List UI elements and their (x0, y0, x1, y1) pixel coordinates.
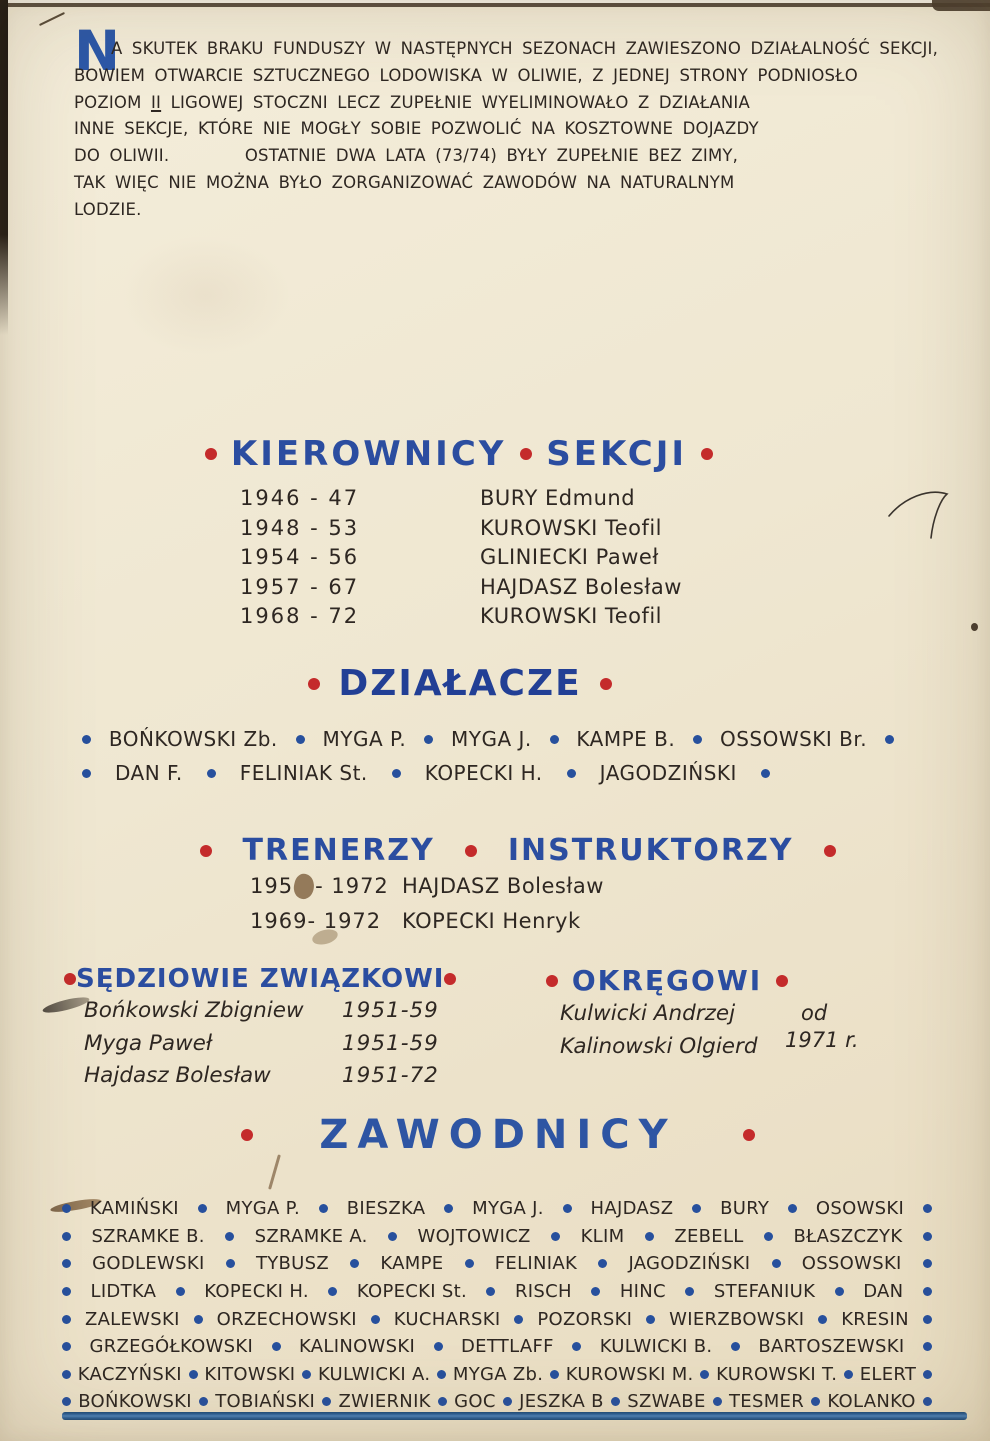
blue-dot-icon (761, 769, 770, 778)
person-name: SZWABE (627, 1391, 706, 1413)
blue-dot-icon (923, 1370, 932, 1379)
person-name: KOPECKI St. (356, 1281, 467, 1303)
intro-text-segment: DO OLIWII. OSTATNIE DWA LATA (73/74) BYŁY ZUPEŁNIE BEZ ZIMY, (74, 146, 739, 166)
section-header-dzialacze (308, 663, 612, 704)
section-header-okregowi (546, 964, 788, 997)
person-name: MYGA J. (472, 1198, 544, 1220)
blue-dot-icon (424, 735, 433, 744)
blue-dot-icon (322, 1397, 331, 1406)
table-row (240, 543, 682, 573)
person-name: DETTLAFF (461, 1336, 554, 1358)
okregowi-since-year: 1971 r. (785, 1028, 859, 1052)
okregowi-since-word: od (801, 1001, 828, 1025)
years-cell: 1951-72 (342, 1063, 439, 1088)
blue-dot-icon (923, 1315, 932, 1324)
blue-dot-icon (350, 1259, 359, 1268)
blue-dot-icon (713, 1397, 722, 1406)
intro-line (74, 170, 959, 197)
person-name: BIESZKA (346, 1198, 426, 1220)
person-name: FELINIAK St. (239, 761, 368, 785)
blue-dot-icon (371, 1315, 380, 1324)
years-cell (250, 904, 402, 939)
red-dot-icon (546, 975, 558, 987)
red-dot-icon (241, 1129, 253, 1141)
blue-dot-icon (194, 1315, 203, 1324)
person-name: OSSOWSKI (801, 1253, 902, 1275)
person-name: DAN F. (115, 761, 183, 785)
blue-dot-icon (693, 735, 702, 744)
blue-dot-icon (465, 1259, 474, 1268)
table-row (250, 869, 604, 904)
intro-text-segment: LIGOWEJ STOCZNI LECZ ZUPEŁNIE WYELIMINOWAŁO Z DZIAŁANIA (161, 92, 750, 112)
blue-dot-icon (189, 1370, 198, 1379)
blue-dot-icon (503, 1397, 512, 1406)
person-name: JAGODZIŃSKI (628, 1253, 751, 1275)
person-name: KUCHARSKI (393, 1308, 501, 1330)
table-row (250, 904, 604, 939)
ink-showthrough-ghost (120, 235, 290, 355)
person-name: BOŃKOWSKI (78, 1391, 192, 1413)
person-name: KUROWSKI T. (716, 1363, 838, 1385)
red-dot-icon (776, 975, 788, 987)
blue-dot-icon (788, 1204, 797, 1213)
red-dot-icon (743, 1129, 755, 1141)
blue-dot-icon (572, 1342, 581, 1351)
blue-dot-icon (444, 1204, 453, 1213)
blue-dot-icon (685, 1287, 694, 1296)
zawodnicy-line (62, 1361, 932, 1389)
person-name: BŁASZCZYK (793, 1225, 903, 1247)
okregowi-name-list (560, 997, 758, 1063)
blue-dot-icon (923, 1287, 932, 1296)
zawodnicy-line (62, 1333, 932, 1361)
blue-dot-icon (225, 1232, 234, 1241)
table-row (240, 602, 682, 632)
blue-dot-icon (62, 1259, 71, 1268)
name-cell: HAJDASZ Bolesław (402, 874, 604, 898)
intro-text-segment: LODZIE. (74, 199, 142, 219)
person-name: POZORSKI (537, 1308, 633, 1330)
person-name: KALINOWSKI (298, 1336, 416, 1358)
years-start: 195 (250, 874, 294, 898)
zawodnicy-line (62, 1250, 932, 1278)
blue-dot-icon (885, 735, 894, 744)
intro-line (74, 143, 959, 170)
blue-dot-icon (700, 1370, 709, 1379)
intro-line (74, 116, 959, 143)
dropcap-letter: N (74, 19, 121, 83)
person-name: ZALEWSKI (84, 1308, 180, 1330)
blue-dot-icon (302, 1370, 311, 1379)
blue-dot-icon (198, 1204, 207, 1213)
blue-dot-icon (486, 1287, 495, 1296)
blue-dot-icon (551, 1232, 560, 1241)
blue-dot-icon (811, 1397, 820, 1406)
section-title-word: SEKCJI (546, 434, 688, 474)
red-dot-icon (205, 448, 217, 460)
person-name: KULWICKI B. (599, 1336, 713, 1358)
section-title-word: INSTRUKTORZY (507, 833, 794, 868)
intro-line (74, 90, 959, 117)
red-dot-icon (200, 845, 212, 857)
scan-top-right-corner-shadow (932, 0, 990, 11)
blue-dot-icon (434, 1342, 443, 1351)
blue-dot-icon (692, 1204, 701, 1213)
intro-text-segment: INNE SEKCJE, KTÓRE NIE MOGŁY SOBIE POZWOLIĆ NA KOSZTOWNE DOJAZDY (74, 119, 759, 139)
intro-line (74, 197, 959, 224)
red-dot-icon (520, 448, 532, 460)
blue-dot-icon (923, 1259, 932, 1268)
person-name: ZEBELL (674, 1225, 744, 1247)
intro-line (74, 63, 959, 90)
red-dot-icon (64, 973, 76, 985)
name-cell: Bońkowski Zbigniew (84, 998, 304, 1023)
section-title-word: KIEROWNICY (230, 434, 507, 474)
zawodnicy-line (62, 1305, 932, 1333)
red-dot-icon (308, 678, 320, 690)
person-name: Kulwicki Andrzej (560, 1001, 736, 1026)
section-header-trenerzy-instruktorzy (200, 833, 836, 868)
person-name: LIDTKA (90, 1281, 157, 1303)
blue-dot-icon (438, 1397, 447, 1406)
person-name: KLIM (580, 1225, 625, 1247)
person-name: KOPECKI H. (424, 761, 543, 785)
blue-dot-icon (296, 735, 305, 744)
scan-top-edge-line (0, 3, 990, 7)
person-name: JAGODZIŃSKI (599, 761, 737, 785)
name-cell: HAJDASZ Bolesław (480, 574, 682, 599)
person-name: MYGA J. (450, 727, 532, 751)
table-row (84, 1060, 439, 1093)
name-cell: KUROWSKI Teofil (480, 604, 663, 628)
paper-fiber-mark (268, 1154, 281, 1189)
person-name: OSSOWSKI Br. (719, 727, 868, 751)
intro-paragraph (74, 36, 959, 224)
blue-dot-icon (392, 769, 401, 778)
person-name: HINC (619, 1281, 666, 1303)
intro-text-segment: POZIOM (74, 92, 151, 112)
zawodnicy-name-list (62, 1195, 932, 1416)
blue-dot-icon (207, 769, 216, 778)
person-name: ELERT (859, 1363, 917, 1385)
years-end: - 1972 (315, 874, 389, 898)
blue-dot-icon (176, 1287, 185, 1296)
blue-dot-icon (199, 1397, 208, 1406)
person-name: MYGA P. (225, 1198, 301, 1220)
person-name: KAMPE B. (576, 727, 676, 751)
section-header-zawodnicy (241, 1112, 755, 1158)
blue-dot-icon (319, 1204, 328, 1213)
intro-text-segment: A SKUTEK BRAKU FUNDUSZY W NASTĘPNYCH SEZONACH ZAWIESZONO DZIAŁALNOŚĆ SEKCJI, (111, 39, 939, 58)
red-dot-icon (465, 845, 477, 857)
intro-text-segment: TAK WIĘC NIE MOŻNA BYŁO ZORGANIZOWAĆ ZAWODÓW NA NATURALNYM (74, 172, 735, 192)
years-cell: 1968 - 72 (240, 604, 360, 628)
blue-dot-icon (923, 1204, 932, 1213)
section-header-sedziowie-zwiazkowi (64, 964, 445, 994)
person-name: BOŃKOWSKI Zb. (108, 727, 278, 751)
table-row (240, 573, 682, 603)
person-name: KRESIN (841, 1308, 909, 1330)
blue-dot-icon (835, 1287, 844, 1296)
blue-dot-icon (388, 1232, 397, 1241)
name-cell: Myga Paweł (84, 1030, 213, 1056)
blue-dot-icon (567, 769, 576, 778)
person-name: KULWICKI A. (317, 1363, 431, 1385)
blue-dot-icon (598, 1259, 607, 1268)
red-dot-icon (824, 845, 836, 857)
blue-dot-icon (437, 1370, 446, 1379)
blue-dot-icon (514, 1315, 523, 1324)
table-row (84, 1028, 439, 1061)
years-cell (250, 869, 402, 904)
blue-dot-icon (563, 1204, 572, 1213)
bottom-rule (62, 1412, 967, 1420)
person-name: SZRAMKE A. (254, 1225, 368, 1247)
blue-dot-icon (772, 1259, 781, 1268)
person-name: KAMIŃSKI (89, 1198, 179, 1220)
red-dot-icon (600, 678, 612, 690)
person-name: OSOWSKI (815, 1198, 905, 1220)
intro-text-segment: BOWIEM OTWARCIE SZTUCZNEGO LODOWISKA W OLIWIE, Z JEDNEJ STRONY PODNIOSŁO (74, 65, 858, 85)
person-name: BARTOSZEWSKI (758, 1336, 905, 1358)
blue-dot-icon (62, 1315, 71, 1324)
name-cell: Hajdasz Bolesław (84, 1063, 271, 1088)
person-name: MYGA P. (322, 727, 407, 751)
zawodnicy-line (62, 1278, 932, 1306)
years-end: - 1972 (307, 909, 382, 933)
intro-line (74, 36, 959, 63)
intro-text-segment: II (150, 92, 162, 112)
years-cell: 1948 - 53 (240, 515, 360, 540)
trenerzy-table (250, 869, 604, 939)
table-row (240, 514, 682, 544)
person-name: MYGA Zb. (452, 1363, 544, 1385)
person-name: KITOWSKI (204, 1363, 296, 1385)
blue-dot-icon (591, 1287, 600, 1296)
sedziowie-table (84, 995, 439, 1093)
blue-dot-icon (923, 1232, 932, 1241)
blue-dot-icon (646, 1315, 655, 1324)
person-name: JESZKA B (519, 1391, 604, 1413)
person-name: KACZYŃSKI (77, 1363, 182, 1385)
table-row (240, 484, 682, 514)
blue-dot-icon (844, 1370, 853, 1379)
years-cell: 1957 - 67 (240, 574, 360, 599)
blue-dot-icon (82, 769, 91, 778)
person-name: KAMPE (380, 1253, 444, 1275)
section-title-word: TRENERZY (242, 833, 435, 868)
person-name: ZWIERNIK (338, 1391, 431, 1413)
person-name: GOC (454, 1391, 496, 1413)
person-name: WOJTOWICZ (417, 1225, 531, 1247)
blue-dot-icon (818, 1315, 827, 1324)
blue-dot-icon (923, 1342, 932, 1351)
dzialacze-name-line (82, 726, 894, 752)
kierownicy-table (240, 484, 682, 632)
blue-dot-icon (62, 1204, 71, 1213)
ink-spot (971, 623, 978, 631)
section-header-kierownicy-sekcji (205, 434, 713, 474)
person-name: GRZEGÓŁKOWSKI (89, 1336, 254, 1358)
person-name: SZRAMKE B. (91, 1225, 205, 1247)
blue-dot-icon (550, 735, 559, 744)
blue-dot-icon (62, 1232, 71, 1241)
section-title-word: ZAWODNICY (319, 1112, 677, 1158)
blue-dot-icon (226, 1259, 235, 1268)
person-name: TOBIAŃSKI (215, 1391, 316, 1413)
red-dot-icon (701, 448, 713, 460)
red-dot-icon (444, 973, 456, 985)
blue-dot-icon (645, 1232, 654, 1241)
person-name: STEFANIUK (713, 1281, 816, 1303)
person-name: FELINIAK (494, 1253, 578, 1275)
blue-dot-icon (62, 1287, 71, 1296)
person-name: Kalinowski Olgierd (560, 1034, 758, 1059)
person-name: BURY (720, 1198, 770, 1220)
person-name: ORZECHOWSKI (216, 1308, 357, 1330)
blue-dot-icon (611, 1397, 620, 1406)
years-cell: 1951-59 (342, 998, 439, 1023)
years-cell: 1946 - 47 (240, 486, 360, 510)
pen-squiggle-mark (886, 485, 952, 541)
name-cell: BURY Edmund (480, 486, 636, 510)
person-name: GODLEWSKI (92, 1253, 205, 1275)
person-name: WIERZBOWSKI (669, 1308, 805, 1330)
blue-dot-icon (62, 1342, 71, 1351)
person-name: HAJDASZ (590, 1198, 674, 1220)
blue-dot-icon (62, 1397, 71, 1406)
person-name: RISCH (514, 1281, 572, 1303)
blue-dot-icon (731, 1342, 740, 1351)
paper-crease-mark (39, 12, 65, 26)
person-name: KUROWSKI M. (565, 1363, 694, 1385)
name-cell: KOPECKI Henryk (402, 909, 581, 933)
blue-dot-icon (62, 1370, 71, 1379)
name-cell: GLINIECKI Paweł (480, 545, 659, 569)
years-cell: 1954 - 56 (240, 545, 360, 569)
blue-dot-icon (764, 1232, 773, 1241)
table-row (84, 995, 439, 1028)
person-name: DAN (863, 1281, 904, 1303)
person-name: TESMER (729, 1391, 805, 1413)
years-cell: 1951-59 (342, 1030, 439, 1056)
dzialacze-name-line (82, 760, 802, 786)
blue-dot-icon (82, 735, 91, 744)
section-title-word: SĘDZIOWIE ZWIĄZKOWI (76, 964, 445, 994)
blue-dot-icon (923, 1397, 932, 1406)
zawodnicy-line (62, 1195, 932, 1223)
zawodnicy-line (62, 1223, 932, 1251)
person-name: TYBUSZ (255, 1253, 330, 1275)
blue-dot-icon (550, 1370, 559, 1379)
years-start: 1969 (250, 909, 308, 933)
ink-blot-smudge (291, 872, 316, 901)
blue-dot-icon (328, 1287, 337, 1296)
person-name: KOPECKI H. (204, 1281, 309, 1303)
scan-left-edge-shadow (0, 0, 8, 335)
blue-dot-icon (272, 1342, 281, 1351)
section-title-word: DZIAŁACZE (338, 663, 582, 704)
person-name: KOLANKO (827, 1391, 916, 1413)
section-title-word: OKRĘGOWI (571, 964, 763, 997)
name-cell: KUROWSKI Teofil (480, 515, 663, 540)
